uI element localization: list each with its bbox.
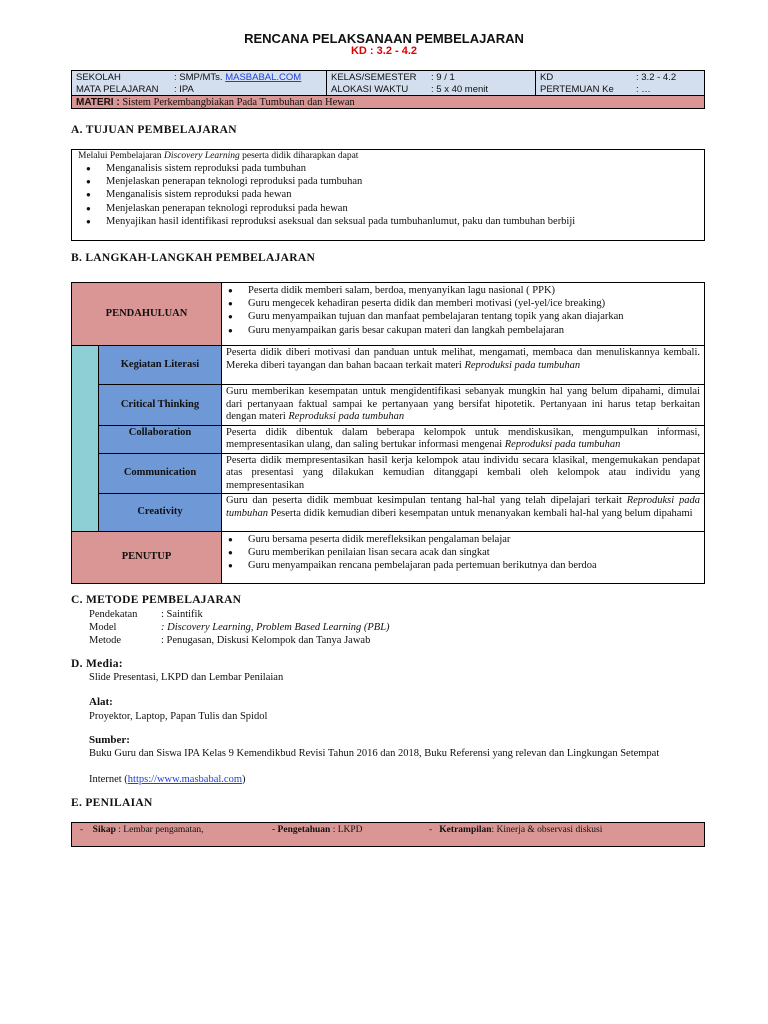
collaboration-label: Collaboration	[99, 425, 222, 453]
sumber-heading: Sumber:	[89, 734, 130, 746]
collaboration-text: Peserta didik dibentuk dalam beberapa kelompok untuk mendiskusikan, mengumpulkan informasi, mempresentasikan ulang, dan saling bertukar informasi mengenai Reproduksi pada tumbuhan	[222, 425, 705, 453]
list-item: ● Guru mengecek kehadiran peserta didik dan memberi motivasi (yel-yel/ice breaking)	[248, 297, 700, 310]
critical-label: Critical Thinking	[99, 385, 222, 426]
list-item: ● Guru menyampaikan tujuan dan manfaat pembelajaran tentang topik yang akan diajarkan	[248, 310, 700, 323]
literasi-label: Kegiatan Literasi	[99, 346, 222, 385]
list-item: ● Guru menyampaikan garis besar cakupan materi dan langkah pembelajaran	[248, 324, 700, 337]
metode-heading: C. METODE PEMBELAJARAN	[71, 594, 242, 606]
tujuan-list	[78, 162, 698, 228]
media-heading: D. Media:	[71, 658, 123, 670]
alat-text: Proyektor, Laptop, Papan Tulis dan Spidol	[89, 711, 268, 722]
document-title: RENCANA PELAKSANAAN PEMBELAJARAN	[244, 31, 524, 46]
communication-text: Peserta didik mempresentasikan hasil kerja kelompok atau individu secara klasikal, mengemukakan pendapat atas presentasi yang dilakukan kemudian ditanggapi kembali oleh kelompok atau individu yang mempresentasikan	[222, 453, 705, 494]
langkah-table	[71, 282, 705, 584]
list-item: ● Guru menyampaikan rencana pembelajaran pada pertemuan berikutnya dan berdoa	[248, 559, 700, 572]
list-item: ● Peserta didik memberi salam, berdoa, menyanyikan lagu nasional ( PPK)	[248, 284, 700, 297]
metode-row-metode: Metode : Penugasan, Diskusi Kelompok dan Tanya Jawab	[89, 635, 371, 646]
metode-row-pendekatan: Pendekatan : Saintifik	[89, 609, 203, 620]
critical-text: Guru memberikan kesempatan untuk mengidentifikasi sebanyak mungkin hal yang belum dipahami, dimulai dari pertanyaan faktual sampai ke pertanyaan yang bersifat hipotetik. Pertanyaan ini harus tetap berkaitan dengan materi Reproduksi pada tumbuhan	[222, 385, 705, 426]
list-item: ● Menjelaskan penerapan teknologi reproduksi pada hewan	[106, 202, 698, 215]
internet-line: Internet (https://www.masbabal.com)	[89, 774, 246, 785]
tujuan-heading: A. TUJUAN PEMBELAJARAN	[71, 124, 237, 136]
list-item: ● Menyajikan hasil identifikasi reproduksi aseksual dan seksual pada tumbuhanlumut, paku dan tumbuhan berbiji	[106, 215, 698, 228]
internet-link[interactable]: https://www.masbabal.com	[127, 774, 242, 785]
identity-table	[71, 70, 705, 109]
pendahuluan-label: PENDAHULUAN	[72, 283, 222, 346]
pertemuan-value: : …	[632, 83, 705, 96]
sekolah-value: : SMP/MTs. MASBABAL.COM	[170, 71, 327, 84]
keterampilan-item: - Ketrampilan: Kinerja & observasi diskusi	[429, 825, 603, 835]
creativity-text: Guru dan peserta didik membuat kesimpulan tentang hal-hal yang telah dipelajari terkait Reproduksi pada tumbuhan Peserta didik kemudian diberi kesempatan untuk menanyakan kembali hal-hal yang belum dipahami	[222, 494, 705, 532]
sikap-item: - Sikap : Lembar pengamatan,	[80, 825, 204, 835]
media-text: Slide Presentasi, LKPD dan Lembar Penilaian	[89, 672, 284, 683]
kelas-label: KELAS/SEMESTER	[327, 71, 428, 84]
creativity-label: Creativity	[99, 494, 222, 532]
mapel-value: : IPA	[170, 83, 327, 96]
penilaian-box	[71, 822, 705, 847]
kelas-value: : 9 / 1	[427, 71, 536, 84]
pertemuan-label: PERTEMUAN Ke	[536, 83, 633, 96]
inti-sidebar	[72, 346, 99, 532]
sekolah-link[interactable]: MASBABAL.COM	[225, 71, 302, 83]
alokasi-value: : 5 x 40 menit	[427, 83, 536, 96]
literasi-text: Peserta didik diberi motivasi dan panduan untuk melihat, mengamati, membaca dan menuliskannya kembali. Mereka diberi tayangan dan bahan bacaan terkait materi Reproduksi pada tumbuhan	[222, 346, 705, 385]
list-item: ● Menganalisis sistem reproduksi pada tumbuhan	[106, 162, 698, 175]
alokasi-label: ALOKASI WAKTU	[327, 83, 428, 96]
penilaian-heading: E. PENILAIAN	[71, 797, 153, 809]
tujuan-box	[71, 149, 705, 241]
penutup-label: PENUTUP	[72, 532, 222, 584]
sekolah-label: SEKOLAH	[72, 71, 171, 84]
communication-label: Communication	[99, 453, 222, 494]
pendahuluan-content	[222, 283, 705, 346]
materi-row: MATERI : Sistem Perkembangbiakan Pada Tumbuhan dan Hewan	[72, 96, 705, 109]
sumber-text: Buku Guru dan Siswa IPA Kelas 9 Kemendikbud Revisi Tahun 2016 dan 2018, Buku Referensi yang relevan dan Lingkungan Setempat	[89, 748, 660, 759]
list-item: ● Guru memberikan penilaian lisan secara acak dan singkat	[248, 546, 700, 559]
list-item: ● Guru bersama peserta didik merefleksikan pengalaman belajar	[248, 533, 700, 546]
langkah-heading: B. LANGKAH-LANGKAH PEMBELAJARAN	[71, 252, 316, 264]
list-item: ● Menganalisis sistem reproduksi pada hewan	[106, 188, 698, 201]
pengetahuan-item: - Pengetahuan : LKPD	[272, 825, 363, 835]
metode-row-model: Model : Discovery Learning, Problem Based Learning (PBL)	[89, 622, 390, 633]
kd-subtitle: KD : 3.2 - 4.2	[350, 45, 418, 57]
mapel-label: MATA PELAJARAN	[72, 83, 171, 96]
metode-list	[89, 608, 390, 647]
kd-label: KD	[536, 71, 633, 84]
list-item: ● Menjelaskan penerapan teknologi reproduksi pada tumbuhan	[106, 175, 698, 188]
alat-heading: Alat:	[89, 696, 113, 708]
penutup-content	[222, 532, 705, 584]
kd-value: : 3.2 - 4.2	[632, 71, 705, 84]
tujuan-intro: Melalui Pembelajaran Discovery Learning peserta didik diharapkan dapat	[78, 151, 359, 161]
